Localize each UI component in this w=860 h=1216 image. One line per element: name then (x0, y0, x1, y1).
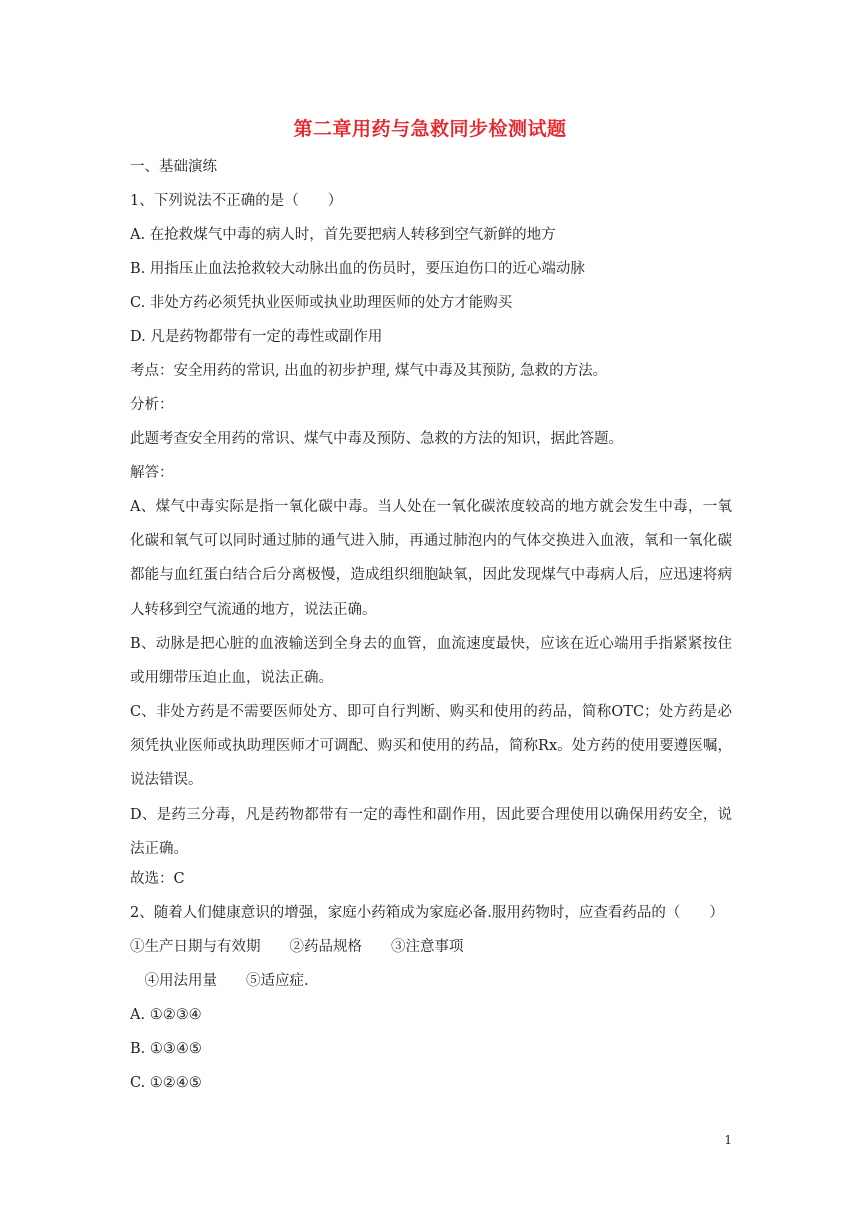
explanation-b: B、动脉是把心脏的血液输送到全身去的血管，血流速度最快，应该在近心端用手指紧紧按住或用绷带压迫止血，说法正确。 (130, 636, 732, 687)
question-1-option-b: B. 用指压止血法抢救较大动脉出血的伤员时，要压迫伤口的近心端动脉 (130, 261, 585, 277)
question-1-stem: 1、下列说法不正确的是（ ） (130, 193, 343, 209)
question-1-option-c: C. 非处方药必须凭执业医师或执业助理医师的处方才能购买 (130, 295, 513, 311)
kaodian-text: 考点：安全用药的常识, 出血的初步护理, 煤气中毒及其预防, 急救的方法。 (130, 363, 608, 379)
fenxi-label: 分析： (130, 397, 174, 413)
fenxi-text: 此题考查安全用药的常识、煤气中毒及预防、急救的方法的知识，据此答题。 (130, 431, 623, 447)
question-2-items-line-1: ①生产日期与有效期 ②药品规格 ③注意事项 (130, 939, 464, 955)
explanation-d: D、是药三分毒，凡是药物都带有一定的毒性和副作用，因此要合理使用以确保用药安全，说法正确。 (130, 807, 732, 858)
question-2-option-a: A. ①②③④ (130, 1007, 202, 1023)
question-2-option-c: C. ①②④⑤ (130, 1075, 202, 1091)
explanation-c: C、非处方药是不需要医师处方、即可自行判断、购买和使用的药品，简称OTC；处方药是必须凭执业医师或执助理医师才可调配、购买和使用的药品，简称Rx。处方药的使用要遵医嘱，说法错误。 (130, 704, 732, 789)
page-number: 1 (724, 1133, 732, 1147)
question-2-option-b: B. ①③④⑤ (130, 1041, 202, 1057)
question-1-option-d: D. 凡是药物都带有一定的毒性或副作用 (130, 329, 383, 345)
question-1-option-a: A. 在抢救煤气中毒的病人时，首先要把病人转移到空气新鲜的地方 (130, 227, 556, 243)
document-title: 第二章用药与急救同步检测试题 (293, 118, 567, 140)
question-2-items-line-2: ④用法用量 ⑤适应症. (130, 973, 309, 989)
question-2-stem: 2、随着人们健康意识的增强，家庭小药箱成为家庭必备.服用药物时，应查看药品的（ ） (130, 905, 724, 921)
question-1-answer: 故选：C (130, 871, 185, 887)
jieda-label: 解答： (130, 465, 174, 481)
explanation-a: A、煤气中毒实际是指一氧化碳中毒。当人处在一氧化碳浓度较高的地方就会发生中毒，一氧化碳和氧气可以同时通过肺的通气进入肺，再通过肺泡内的气体交换进入血液，氧和一氧化碳都能与血红蛋白结合后分离极慢，造成组织细胞缺氧，因此发现煤气中毒病人后，应迅速将病人转移到空气流通的地方，说法正确。 (130, 499, 732, 618)
section-heading: 一、基础演练 (130, 159, 217, 175)
